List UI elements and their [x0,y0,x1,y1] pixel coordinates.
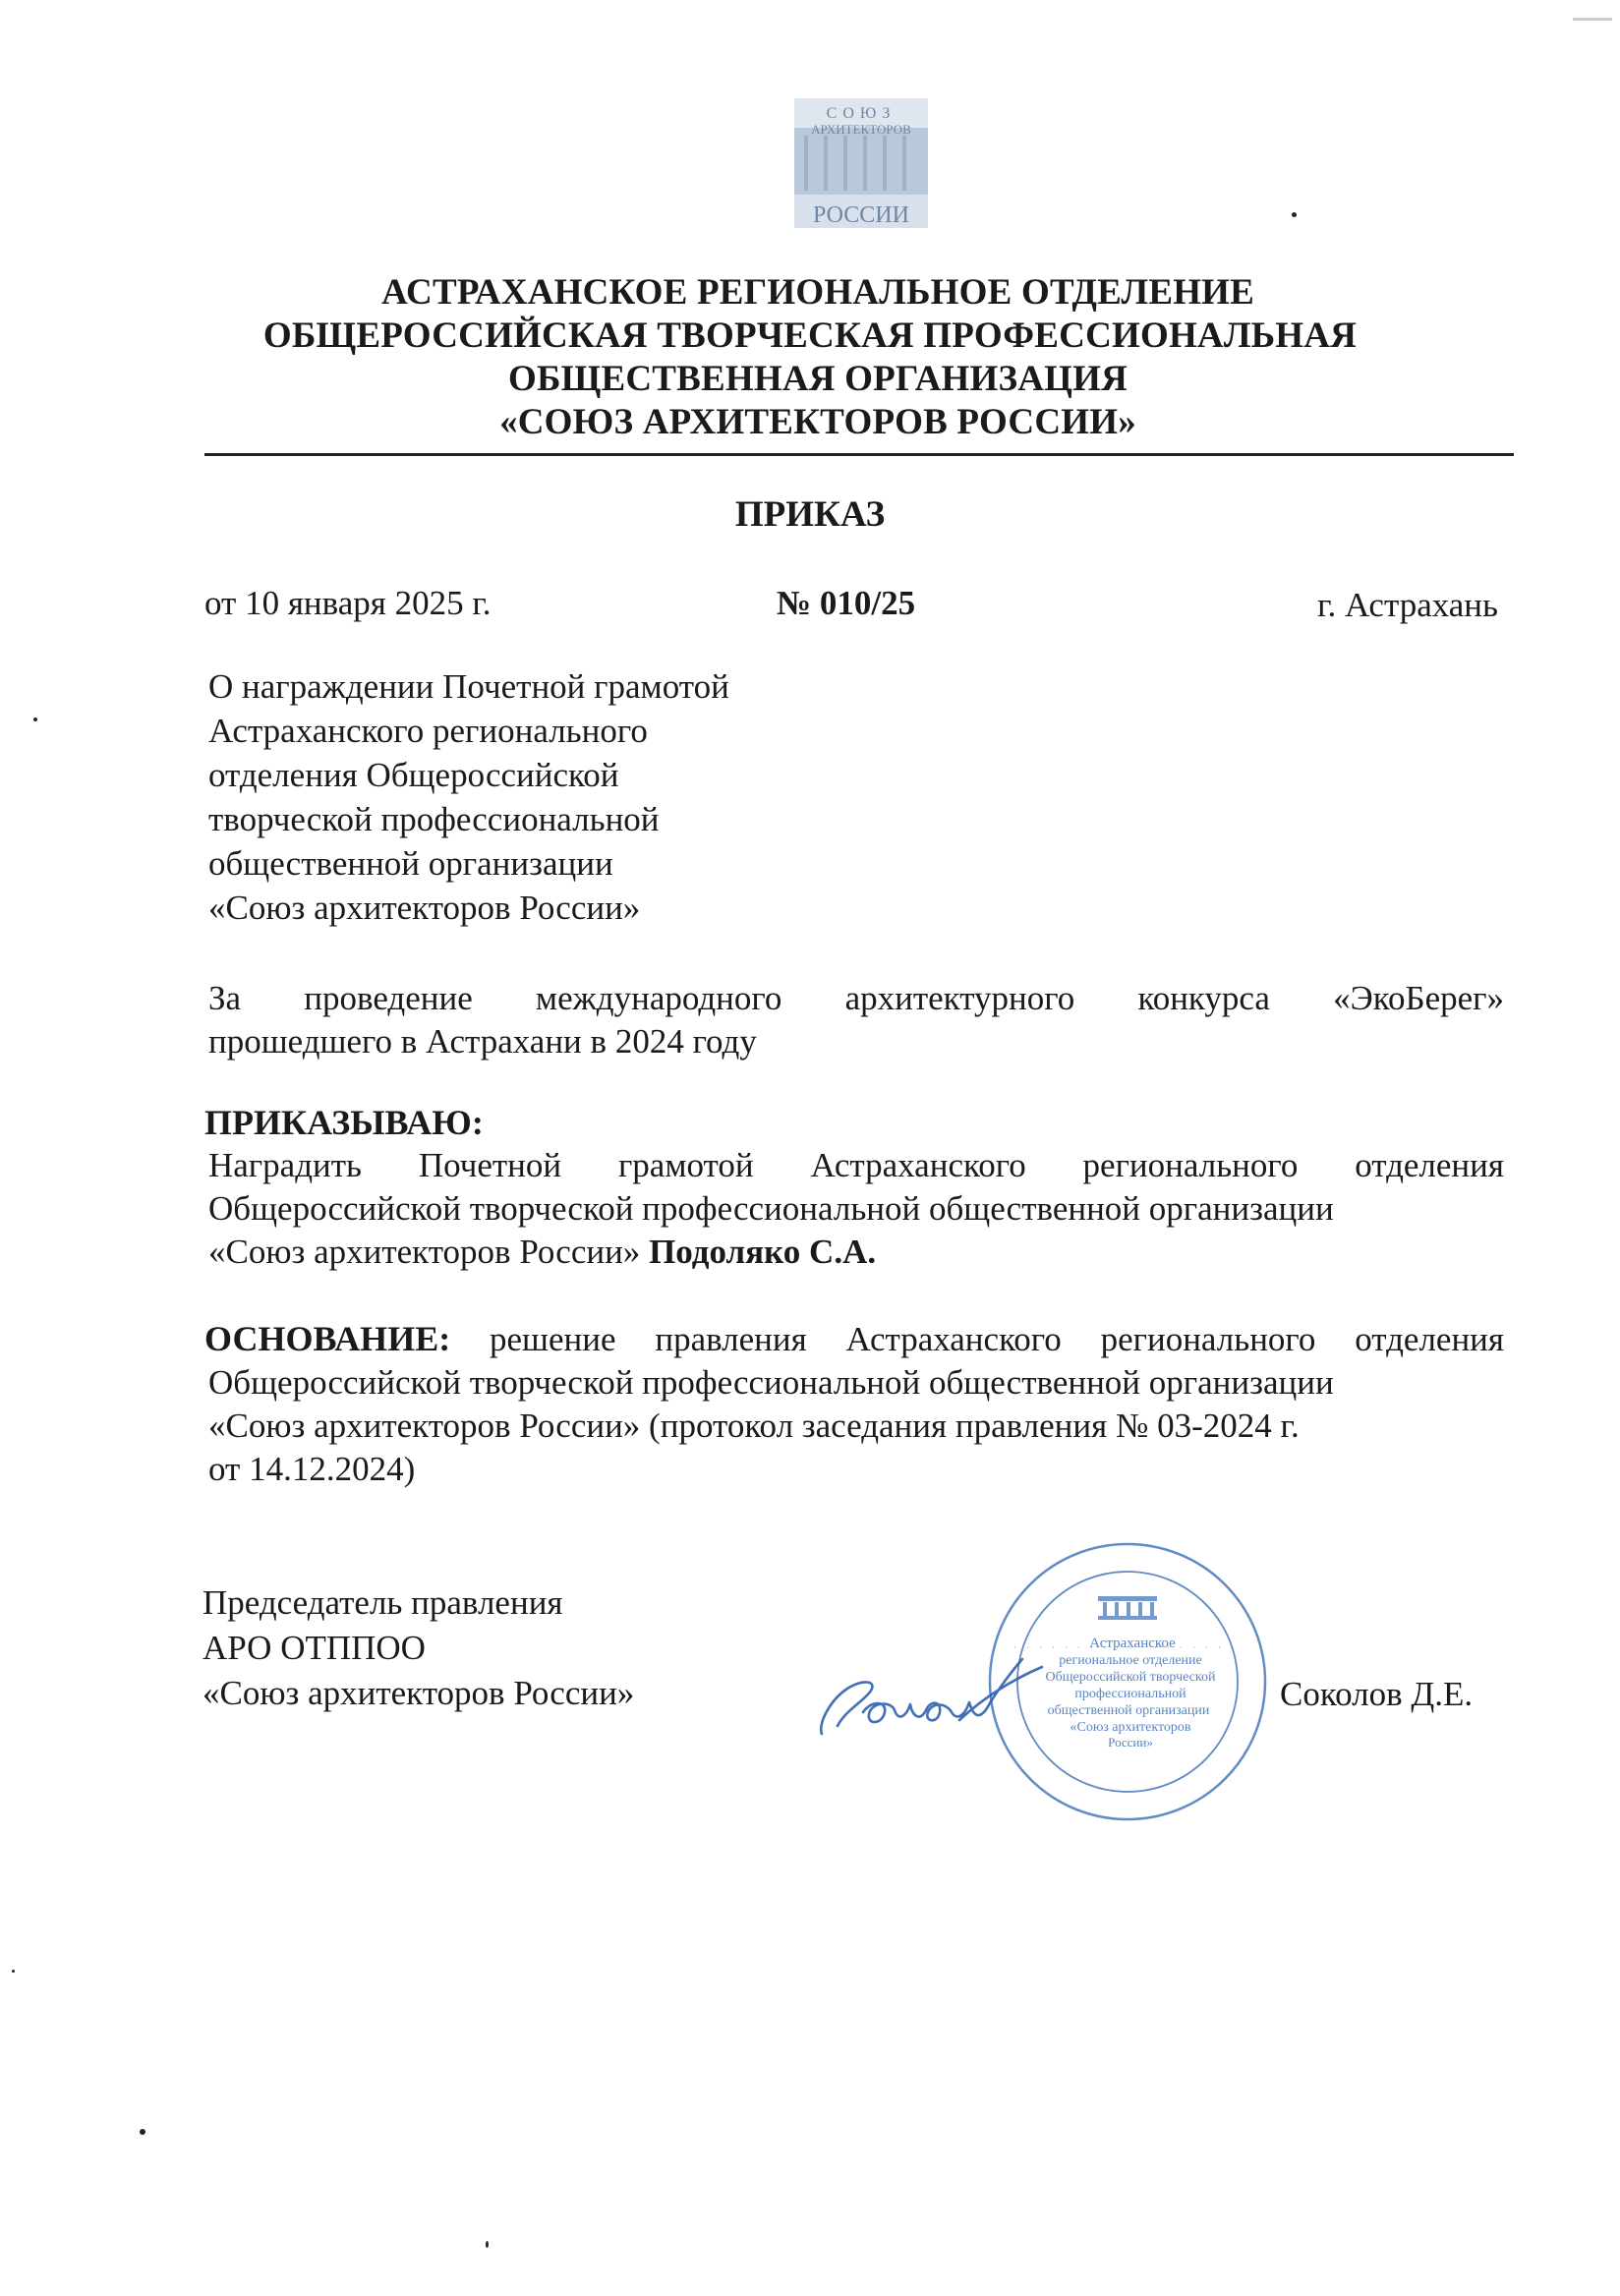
order-number: № 010/25 [777,584,916,622]
stamp-line-6: «Союз архитекторов [1070,1720,1191,1735]
basis-line-3: «Союз архитекторов России» (протокол заседания правления № 03-2024 г. [208,1406,1300,1445]
scan-speck [486,2241,489,2248]
basis-line-2: Общероссийской творческой профессиональной общественной организации [208,1363,1334,1402]
org-header-line-4: «СОЮЗ АРХИТЕКТОРОВ РОССИИ» [499,402,1136,442]
subject-line: отделения Общероссийской [208,756,619,794]
stamp-line-7: России» [1108,1735,1153,1750]
orders-line-3 [208,1231,1504,1274]
document-title: ПРИКАЗ [734,494,886,535]
signer-position-line-3: «Союз архитекторов России» [202,1674,635,1712]
order-city: г. Астрахань [1317,586,1498,624]
scan-speck [1292,212,1297,217]
orders-heading: ПРИКАЗЫВАЮ: [204,1103,484,1142]
basis-label: ОСНОВАНИЕ: [204,1319,451,1358]
orders-line-1: Наградить Почетной грамотой Астраханского регионального отделения [208,1146,1504,1184]
basis-line-1 [204,1317,1504,1361]
stamp-line-3: Общероссийской творческой [1045,1670,1216,1685]
signer-position [202,1580,634,1716]
scan-speck [33,718,37,721]
signer-position-line-1: Председатель правления [202,1583,563,1622]
subject-line: общественной организации [208,844,613,883]
stamp-line-2: региональное отделение [1059,1653,1202,1668]
order-basis [204,1317,1504,1491]
scan-speck [12,1970,15,1973]
header-divider [204,453,1514,456]
org-header-line-2: ОБЩЕРОССИЙСКАЯ ТВОРЧЕСКАЯ ПРОФЕССИОНАЛЬНАЯ [262,316,1358,356]
logo-line-3: РОССИИ [813,202,909,228]
scan-speck [140,2129,145,2135]
award-reason [208,977,1504,1063]
stamp-line-1: Астраханское [1089,1636,1176,1651]
awardee-name: Подоляко С.А. [649,1233,877,1271]
stamp-line-5: общественной организации [1047,1703,1210,1718]
subject-line: Астраханского регионального [208,712,648,750]
handwritten-signature [812,1632,1058,1750]
orders-line-2: Общероссийской творческой профессиональной общественной организации [208,1189,1334,1228]
reason-line-1: За проведение международного архитектурного конкурса «ЭкоБерег» [208,979,1504,1017]
order-date: от 10 января 2025 г. [204,584,492,622]
subject-line: творческой профессиональной [208,800,660,838]
subject-line: «Союз архитекторов России» [208,889,641,927]
reason-line-2: прошедшего в Астрахани в 2024 году [208,1022,757,1061]
orders-text [208,1144,1504,1274]
orders-line-3-prefix: «Союз архитекторов России» [208,1233,641,1271]
union-of-architects-logo [794,98,928,228]
stamp-line-4: профессиональной [1074,1687,1186,1701]
order-subject [208,664,897,930]
scan-speck [1573,18,1612,21]
signer-position-line-2: АРО ОТППОО [202,1629,426,1667]
basis-line-1-text: решение правления Астраханского регионального отделения [490,1320,1505,1358]
org-header-line-3: ОБЩЕСТВЕННАЯ ОРГАНИЗАЦИЯ [507,359,1128,399]
basis-line-4: от 14.12.2024) [208,1450,416,1488]
subject-line: О награждении Почетной грамотой [208,667,729,706]
signer-name: Соколов Д.Е. [1280,1675,1474,1713]
org-header-line-1: АСТРАХАНСКОЕ РЕГИОНАЛЬНОЕ ОТДЕЛЕНИЕ [380,272,1255,313]
logo-line-2: АРХИТЕКТОРОВ [811,122,911,137]
logo-line-1: СОЮЗ [826,105,897,122]
